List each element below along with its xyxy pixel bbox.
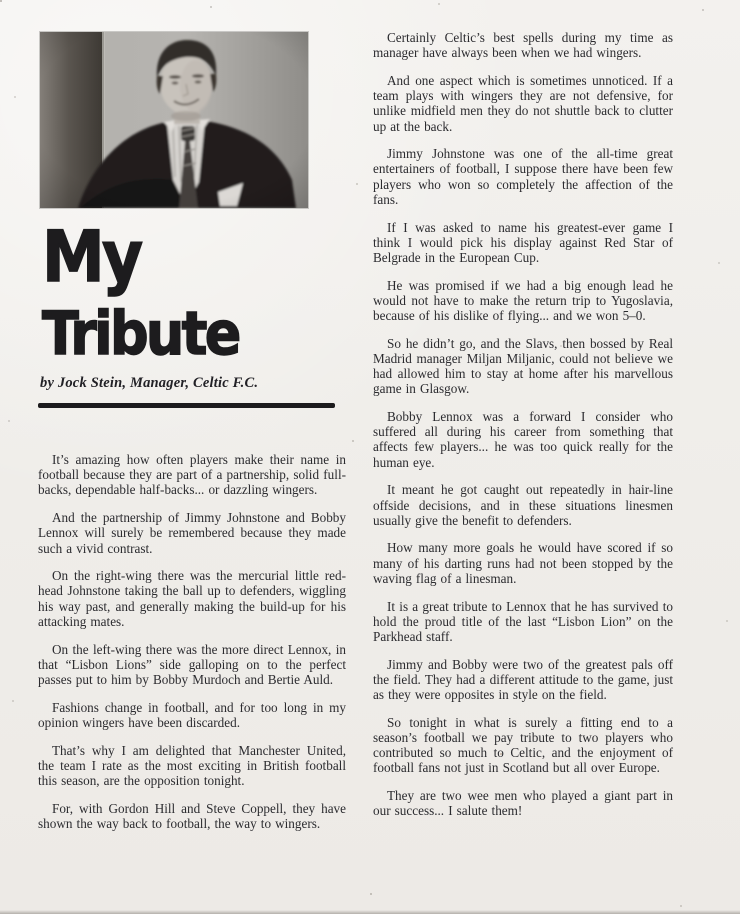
title-line-tribute: Tribute xyxy=(42,299,239,369)
paper-specks xyxy=(0,0,2,2)
right-column xyxy=(373,30,673,831)
article-paragraph: That’s why I am delighted that Manchester United, the team I rate as the most exciting in British football this season, are the opposition tonight. xyxy=(38,742,346,788)
article-paragraph: On the left-wing there was the more direct Lennox, in that “Lisbon Lions” side galloping on to the perfect passes put to him by Bobby Murdoch and Bertie Auld. xyxy=(38,641,346,687)
jock-stein-photo xyxy=(40,32,308,208)
article-paragraph: If I was asked to name his greatest-ever game I think I would pick his display against Red Star of Belgrade in the European Cup. xyxy=(373,219,673,265)
article-byline: by Jock Stein, Manager, Celtic F.C. xyxy=(40,375,259,391)
article-paragraph: Fashions change in football, and for too long in my opinion wingers have been discarded. xyxy=(38,699,346,730)
article-paragraph: It’s amazing how often players make their name in football because they are part of a partnership, solid full-backs, dependable half-backs... or dazzling wingers. xyxy=(38,452,346,498)
article-paragraph: Certainly Celtic’s best spells during my time as manager have always been when we had wingers. xyxy=(373,30,673,61)
article-paragraph: It meant he got caught out repeatedly in hair-line offside decisions, and in these situations linesmen usually give the benefit to defenders. xyxy=(373,482,673,528)
article-title xyxy=(42,216,342,369)
article-paragraph: They are two wee men who played a giant part in our success... I salute them! xyxy=(373,788,673,819)
left-column xyxy=(38,452,346,844)
article-paragraph: So he didn’t go, and the Slavs, then bossed by Real Madrid manager Miljan Miljanic, could not believe we had allowed him to stay at home after his marvellous game in Glasgow. xyxy=(373,335,673,397)
article-paragraph: On the right-wing there was the mercurial little red-head Johnstone taking the ball up to defenders, wiggling his way past, and generally making the build-up for his attacking mates. xyxy=(38,568,346,629)
article-paragraph: And one aspect which is sometimes unnoticed. If a team plays with wingers they are not defensive, for unlike midfield men they do not shuttle back to clutter up at the back. xyxy=(373,72,673,134)
article-paragraph: And the partnership of Jimmy Johnstone and Bobby Lennox will surely be remembered because they made such a vivid contrast. xyxy=(38,510,346,556)
article-paragraph: He was promised if we had a big enough lead he would not have to make the return trip to Yugoslavia, because of his dislike of flying... and we won 5–0. xyxy=(373,277,673,324)
article-paragraph: Jimmy Johnstone was one of the all-time great entertainers of football, I suppose there have been few players who won so completely the affection of the fans. xyxy=(373,146,673,207)
article-paragraph: Jimmy and Bobby were two of the greatest pals off the field. They had a different attitude to the game, just as they were opposites in style on the field. xyxy=(373,656,673,703)
article-paragraph: For, with Gordon Hill and Steve Coppell, they have shown the way back to football, the way to wingers. xyxy=(38,800,346,831)
title-divider xyxy=(38,403,335,408)
article-paragraph: So tonight in what is surely a fitting end to a season’s football we pay tribute to two players who contributed so much to Celtic, and the enjoyment of football fans not just in Scotland but all over Europe. xyxy=(373,714,673,776)
portrait-illustration xyxy=(40,32,308,208)
article-paragraph: It is a great tribute to Lennox that he has survived to hold the proud title of the last “Lisbon Lion” on the Parkhead staff. xyxy=(373,598,673,644)
title-line-my: My xyxy=(42,216,141,298)
article-paragraph: Bobby Lennox was a forward I consider who suffered all during his career from something that affects few players... he was too quick really for the human eye. xyxy=(373,409,673,470)
article-paragraph: How many more goals he would have scored if so many of his darting runs had not been stopped by the waving flag of a linesman. xyxy=(373,540,673,586)
